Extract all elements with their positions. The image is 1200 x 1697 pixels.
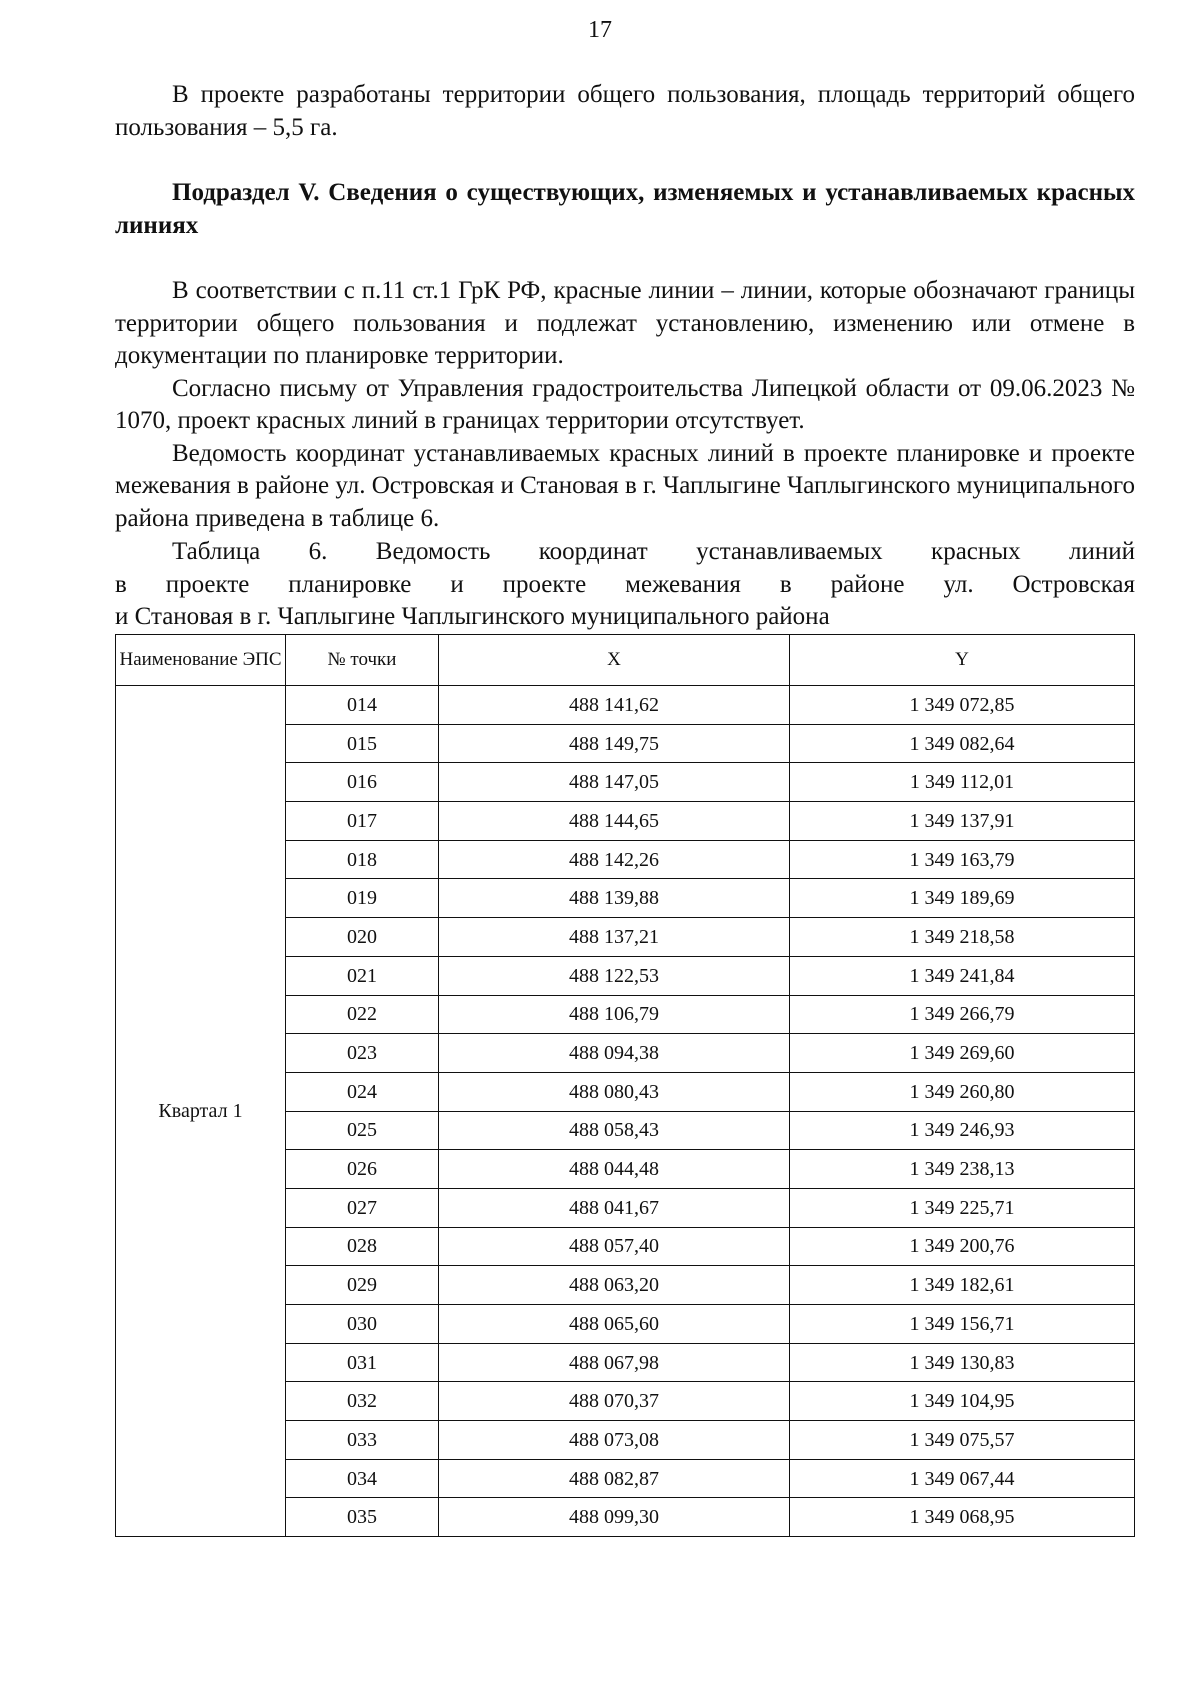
cell-y: 1 349 067,44 [790,1459,1135,1498]
cell-x: 488 065,60 [439,1305,790,1344]
cell-point: 027 [286,1188,439,1227]
cell-y: 1 349 072,85 [790,686,1135,725]
coordinates-table [115,634,1135,1537]
cell-x: 488 080,43 [439,1072,790,1111]
header-name: Наименование ЭПС [116,635,286,686]
cell-point: 018 [286,840,439,879]
header-y: Y [790,635,1135,686]
cell-x: 488 070,37 [439,1382,790,1421]
cell-x: 488 144,65 [439,802,790,841]
cell-y: 1 349 075,57 [790,1421,1135,1460]
cell-point: 025 [286,1111,439,1150]
cell-y: 1 349 269,60 [790,1034,1135,1073]
cell-x: 488 137,21 [439,918,790,957]
cell-x: 488 139,88 [439,879,790,918]
cell-x: 488 099,30 [439,1498,790,1537]
cell-point: 020 [286,918,439,957]
cell-y: 1 349 189,69 [790,879,1135,918]
cell-y: 1 349 182,61 [790,1266,1135,1305]
cell-x: 488 142,26 [439,840,790,879]
cell-y: 1 349 225,71 [790,1188,1135,1227]
cell-x: 488 058,43 [439,1111,790,1150]
paragraph-letter-reference: Согласно письму от Управления градостроительства Липецкой области от 09.06.2023 № 1070, проект красных линий в границах территории отсутствует. [115,374,1135,434]
cell-point: 030 [286,1305,439,1344]
paragraph-red-lines-definition: В соответствии с п.11 ст.1 ГрК РФ, красные линии – линии, которые обозначают границы территории общего пользования и подлежат установлению, изменению или отмене в документации по планировке территории. [115,277,1135,369]
table-caption-line: и Становая в г. Чаплыгине Чаплыгинского муниципального района [115,603,830,630]
page-number: 17 [588,17,612,43]
cell-y: 1 349 130,83 [790,1343,1135,1382]
cell-x: 488 063,20 [439,1266,790,1305]
cell-point: 022 [286,995,439,1034]
cell-y: 1 349 266,79 [790,995,1135,1034]
cell-y: 1 349 241,84 [790,956,1135,995]
cell-point: 029 [286,1266,439,1305]
cell-x: 488 122,53 [439,956,790,995]
cell-point: 032 [286,1382,439,1421]
paragraph-table-reference: Ведомость координат устанавливаемых красных линий в проекте планировке и проекте межевания в районе ул. Островская и Становая в г. Чаплыгине Чаплыгинского муниципального района приведена в таблице 6. [115,439,1135,532]
cell-point: 014 [286,686,439,725]
table-body [116,686,1135,1537]
table-header-row [116,635,1135,686]
cell-point: 016 [286,763,439,802]
cell-y: 1 349 156,71 [790,1305,1135,1344]
cell-point: 023 [286,1034,439,1073]
cell-y: 1 349 163,79 [790,840,1135,879]
cell-y: 1 349 238,13 [790,1150,1135,1189]
cell-point: 031 [286,1343,439,1382]
table-caption-line: Таблица 6. Ведомость координат устанавливаемых красных линий [172,538,1135,565]
cell-x: 488 044,48 [439,1150,790,1189]
cell-y: 1 349 200,76 [790,1227,1135,1266]
cell-y: 1 349 104,95 [790,1382,1135,1421]
cell-point: 028 [286,1227,439,1266]
cell-point: 021 [286,956,439,995]
cell-y: 1 349 068,95 [790,1498,1135,1537]
group-name-cell: Квартал 1 [116,686,286,1537]
cell-x: 488 057,40 [439,1227,790,1266]
intro-paragraph-block [115,79,1135,144]
cell-point: 033 [286,1421,439,1460]
cell-y: 1 349 082,64 [790,724,1135,763]
section-heading: Подраздел V. Сведения о существующих, изменяемых и устанавливаемых красных линиях [115,179,1135,239]
cell-x: 488 106,79 [439,995,790,1034]
cell-x: 488 073,08 [439,1421,790,1460]
header-x: X [439,635,790,686]
cell-y: 1 349 137,91 [790,802,1135,841]
cell-point: 034 [286,1459,439,1498]
cell-point: 015 [286,724,439,763]
cell-y: 1 349 260,80 [790,1072,1135,1111]
cell-point: 017 [286,802,439,841]
table-caption [115,536,1135,634]
cell-y: 1 349 246,93 [790,1111,1135,1150]
cell-y: 1 349 112,01 [790,763,1135,802]
paragraph-public-territories: В проекте разработаны территории общего пользования, площадь территорий общего пользования – 5,5 га. [115,81,1135,141]
table-row [116,686,1135,725]
cell-x: 488 094,38 [439,1034,790,1073]
cell-x: 488 149,75 [439,724,790,763]
cell-point: 019 [286,879,439,918]
cell-point: 035 [286,1498,439,1537]
cell-x: 488 082,87 [439,1459,790,1498]
cell-x: 488 041,67 [439,1188,790,1227]
cell-x: 488 141,62 [439,686,790,725]
cell-x: 488 147,05 [439,763,790,802]
body-text-block [115,275,1135,535]
cell-point: 024 [286,1072,439,1111]
cell-x: 488 067,98 [439,1343,790,1382]
cell-y: 1 349 218,58 [790,918,1135,957]
cell-point: 026 [286,1150,439,1189]
table-caption-line: в проекте планировке и проекте межевания в районе ул. Островская [115,570,1135,598]
header-point: № точки [286,635,439,686]
